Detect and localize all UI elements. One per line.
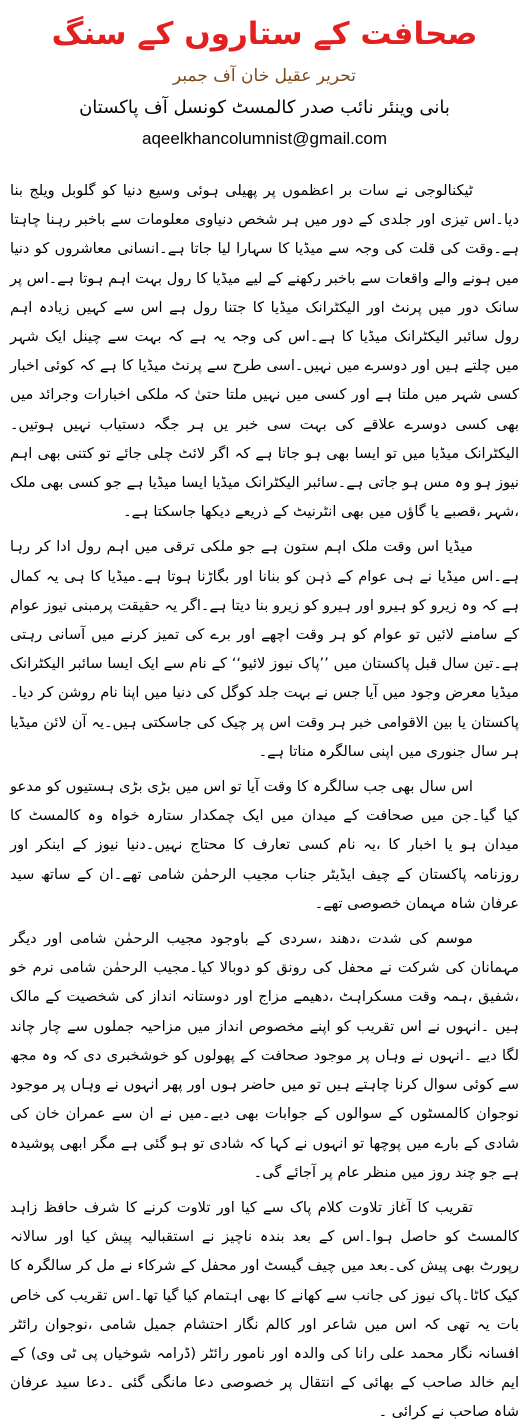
article-paragraph: موسم کی شدت ،دھند ،سردی کے باوجود مجیب الرحمٰن شامی اور دیگر مہمانان کی شرکت نے محفل کی رونق کو دوبالا کیا۔مجیب الرحمٰن شامی نرم خو ،شفیق ،ہمہ وقت مسکراہٹ ،دھیمے مزاج اور دوستانہ انداز کی شخصیت کے مالک ہیں ۔انہوں نے اس تقریب کو اپنے مخصوص انداز میں مزاحیہ جملوں سے چار چاند لگا دیے ۔انہوں نے وہاں پر موجود صحافت کے پھولوں کو خوشخبری دی کہ وہ مجھ سے کوئی سوال کرنا چاہتے ہیں تو میں حاضر ہوں اور پھر انہوں نے وہاں پر موجود نوجوان کالمسٹوں کے سوالوں کے جوابات بھی دیے۔میں نے ان سے عمران خان کی شادی کے بارے میں پوچھا تو انہوں نے کہا کہ شادی تو ہو گئی ہے مگر ابھی پوشیدہ ہے جو چند روز میں منظر عام پر آجائے گی۔: [10, 930, 519, 1181]
article-body: [10, 176, 519, 1427]
author-email[interactable]: aqeelkhancolumnist@gmail.com: [142, 129, 387, 148]
article-paragraph: اس سال بھی جب سالگرہ کا وقت آیا تو اس میں بڑی بڑی ہستیوں کو مدعو کیا گیا۔جن میں صحافت کے میدان میں ایک چمکدار ستارہ خواہ وہ کالمسٹ کا میدان ہو یا اخبار کا ،یہ نام کسی تعارف کا محتاج نہیں۔دنیا نیوز کے اینکر اور روزنامہ پاکستان کے چیف ایڈیٹر جناب مجیب الرحمٰن شامی تھے۔ان کے ساتھ سید عرفان شاہ مہمان خصوصی تھے۔: [10, 778, 519, 912]
article-paragraph: ٹیکنالوجی نے سات بر اعظموں پر پھیلی ہوئی وسیع دنیا کو گلوبل ویلج بنا دیا۔اس تیزی اور جلدی کے دور میں ہر شخص دنیاوی معلومات سے باخبر رہنا چاہتا ہے۔وقت کی قلت کی وجہ سے میڈیا کا سہارا لیا جاتا ہے۔انسانی معاشروں کو دنیا میں ہونے والے واقعات سے باخبر رکھنے کے لیے میڈیا کا رول بہت اہم ہوتا ہے۔اس پر سانک دور میں پرنٹ اور الیکٹرانک میڈیا کا جتنا رول ہے اس سے کہیں زیادہ اہم رول سائبر الیکٹرانک میڈیا کا ہے۔اس کی وجہ یہ ہے کہ بہت سے چینل ایک شہر میں چلتے ہیں اور دوسرے میں نہیں۔اسی طرح سے پرنٹ میڈیا کا ہے کہ کوئی اخبار کسی شہر میں ملتا ہے اور کسی میں نہیں ملتا حتیٰ کہ ملکی اخبارات وجرائد میں بھی کسی دوسرے علاقے کی بہت سی خبر یں ہر جگہ دستیاب نہیں ہوتیں۔الیکٹرانک میڈیا میں تو ایسا بھی ہو جاتا ہے کہ اگر لائٹ چلی جائے تو کتنی بھی اہم نیوز ہو وہ مس ہو جاتی ہے۔سائبر الیکٹرانک میڈیا ایسا میڈیا ہے جو کسی بھی ملک ،شہر ،قصبے یا گاؤں میں بھی انٹرنیٹ کے ذریعے دیکھا جاسکتا ہے۔: [10, 182, 519, 521]
article-paragraph: تقریب کا آغاز تلاوت کلام پاک سے کیا اور تلاوت کرنے کا شرف حافظ زاہد کالمسٹ کو حاصل ہوا۔اس کے بعد بندہ ناچیز نے استقبالیہ پیش کیا اور سالانہ رپورٹ بھی پیش کی۔بعد میں چیف گیسٹ اور محفل کے شرکاء نے مل کر سالگرہ کا کیک کاٹا۔پاک نیوز کی جانب سے کھانے کا بھی اہتمام کیا گیا تھا۔اس تقریب کی خاص بات یہ تھی کہ اس میں شاعر اور کالم نگار احتشام جمیل شامی ،نوجوان رائٹر افسانہ نگار محمد علی رانا کی والدہ اور نامور رائٹر (ڈرامہ شوخیاں پی ٹی وی) کے ایم خالد صاحب کے بھائی کے انتقال پر خصوصی دعا مانگی گئی ۔دعا سید عرفان شاہ صاحب نے کرائی ۔: [10, 1198, 519, 1421]
article-paragraph: میڈیا اس وقت ملک اہم ستون ہے جو ملکی ترقی میں اہم رول ادا کر رہا ہے۔اس میڈیا نے ہی عوام کے ذہن کو بنانا اور بگاڑنا ہوتا ہے۔میڈیا کا ہی یہ کمال ہے کہ وہ زیرو کو ہیرو اور ہیرو کو زیرو بنا دیتا ہے۔اگر یہ حقیقت پرمبنی نیوز عوام کے سامنے لائیں تو عوام کو ہر وقت اچھے اور برے کی تمیز کرنے میں آسانی رہتی ہے۔تین سال قبل پاکستان میں ’’پاک نیوز لائیو‘‘ کے نام سے ایک ایسا سائبر الیکٹرانک میڈیا معرض وجود میں آیا جس نے بہت جلد کوگل کی دنیا میں اپنا نام روشن کر دیا۔پاکستان یا بین الاقوامی خبر ہر وقت اس پر چیک کی جاسکتی ہیں۔یہ آن لائن میڈیا ہر سال جنوری میں اپنی سالگرہ مناتا ہے۔: [10, 538, 519, 760]
author-position: بانی وینئر نائب صدر کالمسٹ کونسل آف پاکستان: [79, 97, 450, 118]
author-byline: تحریر عقیل خان آف جمبر: [173, 66, 356, 86]
article-title: صحافت کے ستاروں کے سنگ: [51, 16, 478, 52]
